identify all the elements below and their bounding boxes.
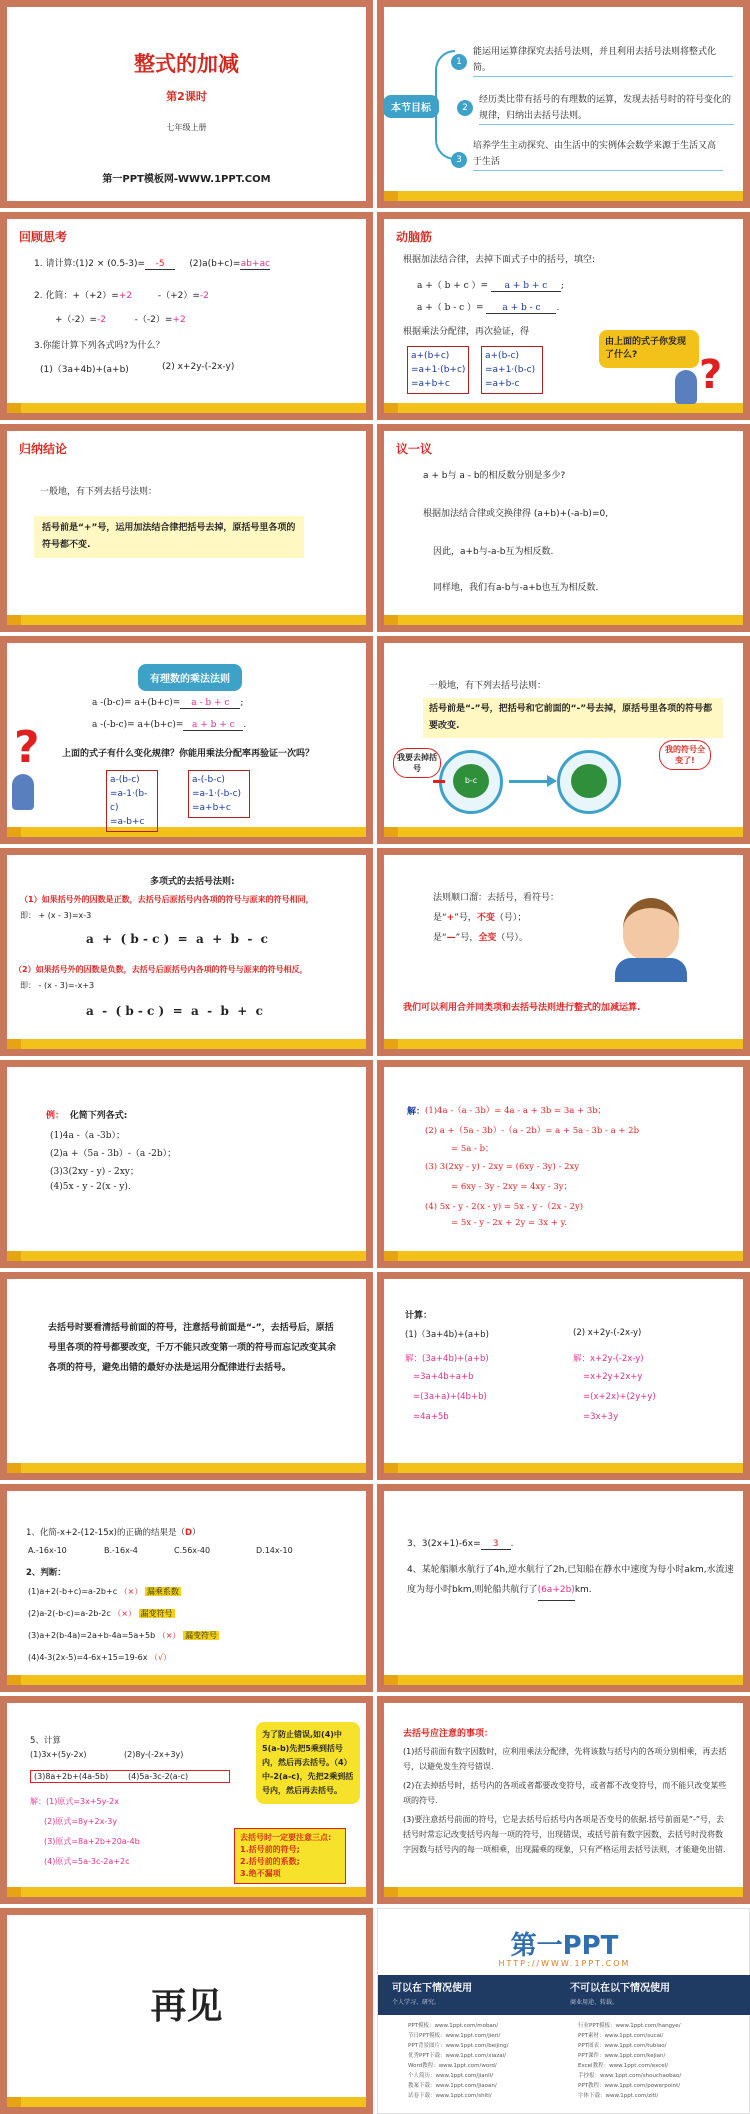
calc-sol1: =3a+4b+a+b	[413, 1372, 474, 1382]
cover-title: 整式的加减	[134, 52, 239, 76]
think-box-2: a+(b-c) =a+1·(b-c) =a+b-c	[481, 346, 543, 394]
exercise-q4: 4、某轮船顺水航行了4h,逆水航行了2h,已知船在静水中速度为每小时akm,水流速度为每小时bkm,则轮船共航行了(6a+2b)km.	[407, 1560, 737, 1601]
credits-link[interactable]: 个人简历：www.1ppt.com/jianli/	[408, 2073, 494, 2079]
exercise-option: C.56x-40	[174, 1546, 211, 1555]
exercise-q1: 1、化简-x+2-(12-15x)的正确的结果是（D）	[26, 1528, 201, 1538]
credits-link[interactable]: PPT背景图片：www.1ppt.com/beijing/	[408, 2043, 509, 2049]
multiply-line2: a -(-b-c)= a+(b+c)= a + b + c .	[92, 720, 247, 730]
review-q1: 1. 请计算:(1)2 × (0.5-3)= -5 (2)a(b+c)=ab+ac	[34, 259, 271, 269]
solution-line: (1)4a -（a - 3b）= 4a - a + 3b = 3a + 3b；	[425, 1106, 607, 1116]
minus-sign-icon	[433, 780, 445, 783]
credits-link[interactable]: PPT教程：www.1ppt.com/powerpoint/	[578, 2083, 681, 2089]
slide-minus-rule	[377, 636, 750, 844]
boy-body-icon	[615, 958, 687, 982]
credits-links-left	[408, 2021, 509, 2101]
calc-sol2: =(x+2x)+(2y+y)	[583, 1392, 656, 1402]
ex3-note-bubble: 为了防止错误,如(4)中5(a-b)先把5乘到括号内，然后再去括号。（4）中-2(a-c)，先把2乘到括号内，然后再去括号。	[256, 1722, 360, 1804]
boy-glasses-icon	[623, 898, 679, 960]
goal-text: 能运用运算律探究去括号法则，并且利用去括号法则将整式化简。	[473, 44, 733, 77]
minus-rule-text: 括号前是“-”号，把括号和它前面的“-”号去掉，原括号里各项的符号都要改变.	[423, 698, 723, 738]
judge-row: (3)a+2(b-4a)=2a+b-4a=5a+5b （×） 漏变符号	[28, 1631, 217, 1640]
credits-link[interactable]: 优秀PPT下载：www.1ppt.com/xiazai/	[408, 2053, 507, 2059]
goals-badge: 本节目标	[383, 95, 439, 118]
thinking-person-icon	[12, 774, 34, 810]
example-item: (1)4a -（a -3b）；	[50, 1131, 125, 1141]
judge-row: (1)a+2(-b+c)=a-2b+c （×） 漏乘系数	[28, 1587, 179, 1596]
review-q2-row2: +（-2）=-2 -（-2）=+2	[55, 315, 186, 325]
slide-tip	[0, 1272, 373, 1480]
poly-eq1: a + ( b - c ) = a + b - c	[86, 932, 268, 946]
slide-rhyme	[377, 848, 750, 1056]
exercise-q3: 3、3(2x+1)-6x= 3 .	[407, 1539, 514, 1549]
notes-line: (3)要注意括号前面的符号，它是去括号后括号内各项是否变号的依据.括号前面是“-”号，去括号时常忘记改变括号内每一项的符号，出现错误，或括号前有数字因数，去括号时没将数字因数与括号内的每一项相乘，出现漏乘的现象，只有严格运用去括号法则，才能避免出错.	[403, 1815, 726, 1854]
multiply-bubble: 有理数的乘法法则	[138, 664, 242, 691]
minus-rule-left-bubble: 我要去掉括号	[393, 748, 441, 778]
ex3-note-box: 去括号时一定要注意三点: 1.括号前的符号; 2.括号前的系数; 3.绝不漏项	[234, 1828, 346, 1884]
credits-link[interactable]: PPT图表：www.1ppt.com/tubiao/	[578, 2043, 667, 2049]
minus-rule-right-bubble: 我的符号全变了!	[659, 740, 711, 770]
goal-text: 培养学生主动探究、由生活中的实例体会数学来源于生活又高于生活	[473, 138, 723, 171]
credits-link[interactable]: 行业PPT模板：www.1ppt.com/hangye/	[578, 2023, 681, 2029]
multiply-box-1: a-(b-c) =a-1·(b-c) =a-b+c	[106, 770, 158, 832]
calc-sol2: =3x+3y	[583, 1412, 619, 1422]
multiply-question: 上面的式子有什么变化规律？你能用乘法分配率再验证一次吗？	[62, 749, 315, 759]
goal-number: 3	[451, 152, 467, 168]
credits-logo: 第一PPT	[510, 1931, 619, 1961]
calc-sol1: 解：(3a+4b)+(a+b)	[405, 1354, 489, 1364]
credits-links-right	[578, 2021, 681, 2101]
goal-number: 2	[457, 100, 473, 116]
solution-line: = 6xy - 3y - 2xy = 4xy - 3y；	[451, 1182, 573, 1192]
ex3-q: 5、计算	[30, 1736, 61, 1746]
calc-title: 计算：	[405, 1311, 433, 1321]
slide-solution	[377, 1060, 750, 1268]
slide-tag: 议一议	[396, 442, 433, 456]
poly-title: 多项式的去括号法则:	[150, 877, 235, 887]
slide-goodbye	[0, 1908, 373, 2114]
credits-url: HTTP://WWW.1PPT.COM	[498, 1959, 631, 1968]
slide-tag: 归纳结论	[19, 442, 68, 456]
notes-title: 去括号应注意的事项：	[403, 1729, 494, 1739]
ex3-sol: 解：(1)原式=3x+5y-2x	[30, 1797, 119, 1806]
calc-sol2: 解：x+2y-(-2x-y)	[573, 1354, 644, 1364]
credits-link[interactable]: PPT课件：www.1ppt.com/kejian/	[578, 2053, 666, 2059]
ex3-expr: (4)5a-3c-2(a-c)	[128, 1772, 189, 1781]
slide-think	[377, 212, 750, 420]
cover-site: 第一PPT模板网-WWW.1PPT.COM	[102, 174, 271, 185]
credits-link[interactable]: PPT模板：www.1ppt.com/moban/	[408, 2023, 499, 2029]
slide-summary	[0, 424, 373, 632]
slide-credits	[377, 1908, 750, 2114]
poly-eq2: a - ( b - c ) = a - b + c	[86, 1004, 263, 1018]
multiply-line1: a -(b-c)= a+(b+c)= a - b + c ;	[92, 698, 244, 708]
credits-link[interactable]: 试卷下载：www.1ppt.com/shiti/	[408, 2093, 492, 2099]
solution-line: (2) a +（5a - 3b）-（a - 2b）= a + 5a - 3b - a + 2b	[425, 1126, 640, 1136]
review-expr2: (2) x+2y-(-2x-y)	[162, 362, 235, 372]
credits-can-sub: 个人学习、研究。	[392, 1999, 441, 2006]
credits-link[interactable]: 手抄报：www.1ppt.com/shouchaobao/	[578, 2073, 682, 2079]
slide-review	[0, 212, 373, 420]
solution-line: (3) 3(2xy - y) - 2xy = (6xy - 3y) - 2xy	[425, 1162, 580, 1172]
review-q2: 2. 化简：+（+2）=+2 -（+2）=-2	[34, 291, 209, 301]
discuss-line1: a + b与 a - b的相反数分别是多少?	[423, 471, 566, 481]
judge-row: (4)4-3(2x-5)=4-6x+15=19-6x （√）	[28, 1653, 172, 1662]
summary-rule: 括号前是“+”号，运用加法结合律把括号去掉，原括号里各项的符号都不变.	[34, 516, 304, 558]
example-item: (4)5x - y - 2(x - y).	[50, 1182, 131, 1192]
arrow-right-icon	[509, 780, 549, 783]
credits-link[interactable]: 字体下载：www.1ppt.com/ziti/	[578, 2093, 659, 2099]
slide-exercise-2	[377, 1484, 750, 1692]
calc-sol2: =x+2y+2x+y	[583, 1372, 643, 1382]
slide-cover	[0, 0, 373, 208]
example-item: (3)3(2xy - y) - 2xy；	[50, 1167, 139, 1177]
slide-goals	[377, 0, 750, 208]
minus-rule-intro: 一般地，有下列去括号法则：	[429, 681, 547, 691]
rhyme-line1: 法则顺口溜：去括号，看符号：	[433, 893, 560, 903]
cover-lesson: 第2课时	[166, 90, 207, 103]
example-head: 例： 化简下列各式:	[46, 1111, 128, 1121]
ex3-expr: (1)3x+(5y-2x)	[30, 1750, 87, 1759]
slide-calc	[377, 1272, 750, 1480]
poly-rule1: （1）如果括号外的因数是正数，去括号后原括号内各项的符号与原来的符号相同，	[20, 895, 314, 904]
slide-tag: 回顾思考	[19, 230, 68, 244]
notes-line: (2)在去掉括号时，括号内的各项或者都要改变符号，或者都不改变符号，而不能只改变某些项的符号.	[403, 1781, 727, 1805]
exercise-option: A.-16x-10	[28, 1546, 67, 1555]
solution-line: = 5x - y - 2x + 2y = 3x + y.	[451, 1218, 567, 1228]
review-expr1: (1)（3a+4b)+(a+b)	[40, 365, 129, 375]
slide-example	[0, 1060, 373, 1268]
summary-intro: 一般地，有下列去括号法则：	[40, 487, 158, 497]
exercise-q2: 2、判断：	[26, 1568, 66, 1578]
discuss-line2: 根据加法结合律或交换律得 (a+b)+(-a-b)=0,	[423, 509, 609, 519]
ex3-sol: (4)原式=5a-3c-2a+2c	[44, 1857, 130, 1866]
think-line2: a +（ b - c ）= a + b - c .	[417, 303, 560, 313]
slide-notes	[377, 1696, 750, 1904]
credits-link[interactable]: Word教程：www.1ppt.com/word/	[408, 2063, 497, 2069]
judge-row: (2)a-2(-b-c)=a-2b-2c （×） 漏变符号	[28, 1609, 173, 1618]
credits-link[interactable]: PPT素材：www.1ppt.com/sucai/	[578, 2033, 664, 2039]
calc-expr1: (1)（3a+4b)+(a+b)	[405, 1330, 489, 1340]
slide-exercise-3	[0, 1696, 373, 1904]
frog-icon	[571, 764, 607, 798]
rhyme-footer: 我们可以利用合并同类项和去括号法则进行整式的加减运算.	[403, 1003, 641, 1013]
slide-multiply	[0, 636, 373, 844]
review-q3: 3.你能计算下列各式吗?为什么？	[34, 341, 165, 351]
goal-number: 1	[451, 54, 467, 70]
slide-poly-rule	[0, 848, 373, 1056]
solution-line: = 5a - b；	[451, 1144, 494, 1154]
think-box-1: a+(b+c) =a+1·(b+c) =a+b+c	[407, 346, 469, 394]
credits-link[interactable]: Excel教程：www.1ppt.com/excel/	[578, 2063, 669, 2069]
goodbye-text: 再见	[150, 1986, 223, 2027]
cover-grade: 七年级上册	[166, 123, 207, 132]
credits-link[interactable]: 节日PPT模板：www.1ppt.com/jieri/	[408, 2033, 501, 2039]
goal-text: 经历类比带有括号的有理数的运算，发现去括号时的符号变化的规律，归纳出去括号法则。	[479, 92, 734, 125]
thinking-person-icon	[675, 370, 697, 404]
solution-head: 解：	[407, 1107, 426, 1117]
multiply-box-2: a-(-b-c) =a-1·(-b-c) =a+b+c	[188, 770, 250, 818]
slide-tag: 动脑筋	[396, 230, 433, 244]
arrow-head-icon	[547, 775, 557, 787]
calc-sol1: =(3a+a)+(4b+b)	[413, 1392, 487, 1402]
notes-line: (1)括号前面有数字因数时，应利用乘法分配律，先将该数与括号内的各项分别相乘，再去括号，以避免发生符号错误.	[403, 1747, 727, 1771]
think-bubble: 由上面的式子你发现了什么?	[599, 330, 699, 368]
question-mark-icon: ?	[14, 722, 40, 773]
slide-discuss	[377, 424, 750, 632]
poly-rule2: （2）如果括号外的因数是负数，去括号后原括号内各项的符号与原来的符号相反，	[14, 965, 308, 974]
discuss-line4: 同样地，我们有a-b与-a+b也互为相反数.	[433, 583, 599, 593]
calc-expr2: (2) x+2y-(-2x-y)	[573, 1328, 642, 1338]
exercise-option: B.-16x-4	[104, 1546, 138, 1555]
question-mark-icon: ?	[699, 352, 723, 398]
think-intro: 根据加法结合律，去掉下面式子中的括号，填空:	[403, 255, 596, 265]
credits-cant: 不可以在以下情况使用	[570, 1983, 670, 1994]
think-line3: 根据乘法分配律，再次验证，得	[403, 327, 530, 337]
ex3-expr: (2)8y-(-2x+3y)	[124, 1750, 184, 1759]
credits-link[interactable]: 教案下载：www.1ppt.com/jiaoan/	[408, 2083, 497, 2089]
ex3-sol: (2)原式=8y+2x-3y	[44, 1817, 118, 1826]
credits-cant-sub: 商业用途、转载。	[570, 1999, 619, 2006]
solution-line: (4) 5x - y - 2(x - y) = 5x - y -（2x - 2y)	[425, 1202, 584, 1212]
ex3-expr-boxed: (3)8a+2b+(4a-5b)	[30, 1770, 230, 1783]
discuss-line3: 因此，a+b与-a-b互为相反数.	[433, 547, 554, 557]
poly-rule2-example: 即： - (x - 3)=-x+3	[20, 981, 95, 990]
poly-rule1-example: 即： + (x - 3)=x-3	[20, 911, 92, 920]
tip-text: 去括号时要看清括号前面的符号，注意括号前面是“-”，去括号后，原括号里各项的符号都要改变，千万不能只改变第一项的符号而忘记改变其余各项的符号，避免出错的最好办法是运用分配律进行去括号。	[48, 1323, 337, 1373]
ex3-sol: (3)原式=8a+2b+20a-4b	[44, 1837, 140, 1846]
exercise-option: D.14x-10	[256, 1546, 293, 1555]
rhyme-line2: 是“+”号，不变（号）；	[433, 913, 527, 923]
think-line1: a +（ b + c ）= a + b + c ;	[417, 281, 565, 291]
example-item: (2)a +（5a - 3b）-（a -2b）；	[50, 1149, 177, 1159]
calc-sol1: =4a+5b	[413, 1412, 449, 1422]
slide-exercise	[0, 1484, 373, 1692]
rhyme-line3: 是“—”号，全变（号）。	[433, 933, 528, 943]
credits-can: 可以在下情况使用	[392, 1983, 472, 1994]
frog-icon: b-c	[453, 764, 489, 798]
